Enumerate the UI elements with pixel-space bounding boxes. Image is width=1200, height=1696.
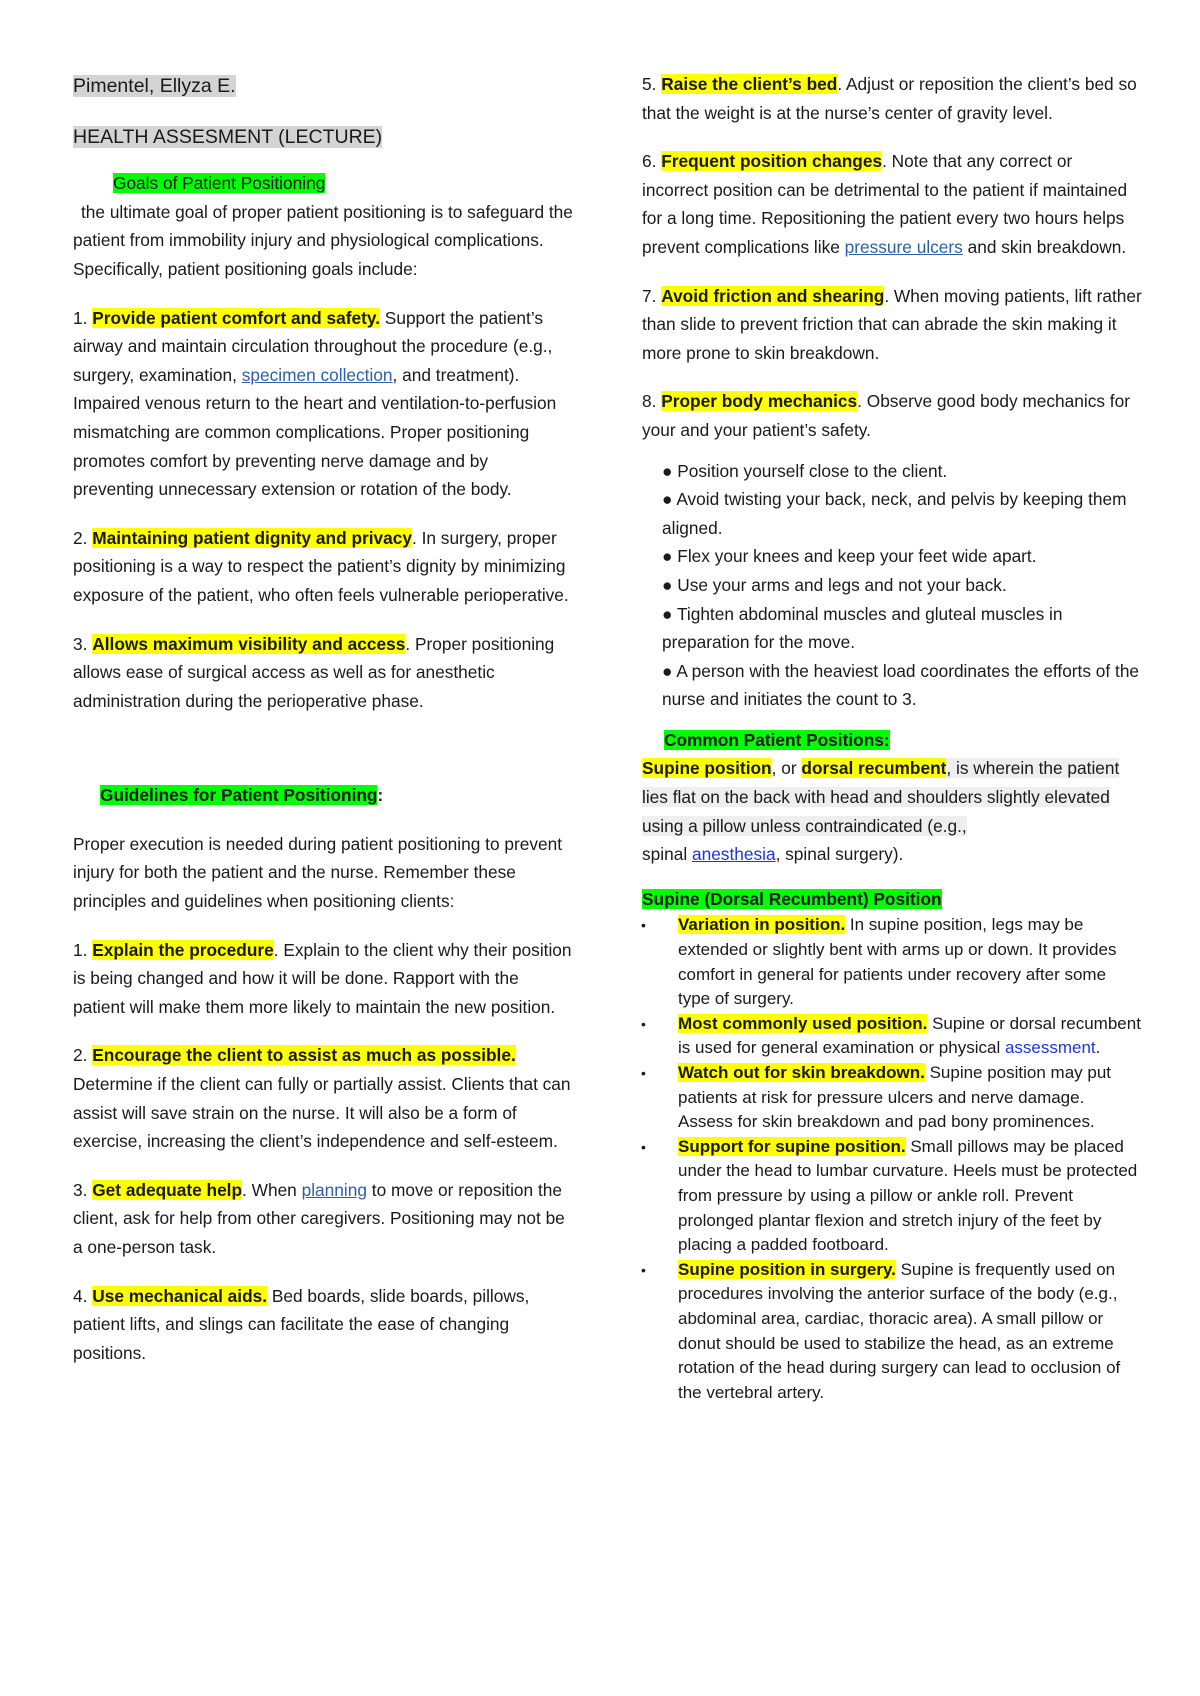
guideline-item-2: 2. Encourage the client to assist as much as possible. Determine if the client can fully or partially assist. Clients that can assist will save strain on the nurse. It will also be a form of exercise, increasing the client’s independence and self-esteem. [73, 1045, 571, 1152]
goal-item-3: 3. Allows maximum visibility and access. Proper positioning allows ease of surgical access as well as for anesthetic administration during the perioperative phase. [73, 633, 555, 711]
guideline-item-5: 5. Raise the client’s bed. Adjust or reposition the client’s bed so that the weight is at the nurse’s center of gravity level. [642, 74, 1137, 123]
guidelines-intro: Proper execution is needed during patient positioning to prevent injury for both the patient and the nurse. Remember these principles and guidelines when positioning clients: [73, 833, 563, 912]
supine-bullet: • Supine position in surgery. Supine is frequently used on procedures involving the anterior surface of the body (e.g., abdominal area, cardiac, thoracic area). A small pillow or donut should be used to stabilize the head, as an extreme rotation of the head during surgery can lead to occlusion of the vertebral artery. [641, 1259, 1121, 1402]
bullet-dot-icon: ● [662, 489, 673, 510]
supine-subheading: Supine (Dorsal Recumbent) Position [642, 888, 942, 909]
mechanics-item: ● Position yourself close to the client. [662, 460, 948, 481]
bullet-dot-icon: ● [662, 660, 673, 681]
specimen-collection-link[interactable]: specimen collection [241, 364, 393, 385]
guideline-item-1: 1. Explain the procedure. Explain to the client why their position is being changed and how it will be done. Rapport with the patient will make them more likely to maintain the new position. [73, 939, 572, 1017]
left-column [73, 0, 573, 1367]
supine-bullet-list [642, 913, 1142, 1405]
goal-item-2: 2. Maintaining patient dignity and privacy. In surgery, proper positioning is a way to respect the patient’s dignity by minimizing exposure of the patient, who often feels vulnerable perioperative. [73, 527, 569, 605]
mechanics-item: ● Avoid twisting your back, neck, and pelvis by keeping them aligned. [662, 489, 1127, 538]
goal-item-1: 1. Provide patient comfort and safety. Support the patient’s airway and maintain circulation throughout the procedure (e.g., surgery, examination, specimen collection, and treatment). Impaired venous return to the heart and ventilation-to-perfusion mismatching are common complications. Proper positioning promotes comfort by preventing nerve damage and by preventing unnecessary extension or rotation of the body. [73, 307, 557, 500]
planning-link[interactable]: planning [301, 1179, 367, 1200]
goals-heading: Goals of Patient Positioning [113, 173, 326, 194]
supine-description-cont: spinal anesthesia, spinal surgery). [642, 844, 904, 865]
bullet-icon: • [641, 917, 646, 934]
supine-bullet: • Watch out for skin breakdown. Supine position may put patients at risk for pressure ulcers and nerve damage. Assess for skin breakdown and pad bony prominences. [641, 1063, 1112, 1132]
anesthesia-link[interactable]: anesthesia [691, 844, 776, 865]
guideline-item-3: 3. Get adequate help. When planning to move or reposition the client, ask for help from other caregivers. Positioning may not be a one-person task. [73, 1179, 565, 1257]
bullet-dot-icon: ● [662, 460, 673, 481]
mechanics-item: ● Flex your knees and keep your feet wide apart. [662, 546, 1037, 567]
bullet-dot-icon: ● [662, 546, 673, 567]
bullet-dot-icon: ● [662, 603, 673, 624]
bullet-icon: • [641, 1138, 646, 1155]
right-column [642, 0, 1142, 1405]
guidelines-heading: Guidelines for Patient Positioning: [100, 785, 384, 806]
guideline-item-6: 6. Frequent position changes. Note that any correct or incorrect position can be detrimental to the patient if maintained for a long time. Repositioning the patient every two hours helps prevent complications like pressure ulcers and skin breakdown. [642, 151, 1128, 257]
pressure-ulcers-link[interactable]: pressure ulcers [844, 236, 963, 257]
bullet-icon: • [641, 1261, 646, 1278]
mechanics-item: ● A person with the heaviest load coordinates the efforts of the nurse and initiates the count to 3. [662, 660, 1140, 710]
supine-description: Supine position, or dorsal recumbent, is wherein the patient lies flat on the back with head and shoulders slightly elevated using a pillow unless contraindicated (e.g., [642, 758, 1120, 836]
mechanics-item: ● Tighten abdominal muscles and gluteal muscles in preparation for the move. [662, 603, 1063, 653]
assessment-link[interactable]: assessment [1004, 1038, 1096, 1058]
guideline-item-4: 4. Use mechanical aids. Bed boards, slide boards, pillows, patient lifts, and slings can facilitate the ease of changing positions. [73, 1285, 530, 1363]
mechanics-item: ● Use your arms and legs and not your back. [662, 574, 1007, 595]
bullet-icon: • [641, 1065, 646, 1081]
supine-bullet: • Support for supine position. Small pillows may be placed under the head to lumbar curvature. Heels must be protected from pressure by using a pillow or ankle roll. Prevent prolonged plantar flexion and stretch injury of the feet by placing a padded footboard. [641, 1136, 1138, 1255]
common-positions-heading: Common Patient Positions: [664, 729, 890, 750]
course-title: HEALTH ASSESMENT (LECTURE) [73, 125, 383, 148]
guideline-item-7: 7. Avoid friction and shearing. When moving patients, lift rather than slide to prevent friction that can abrade the skin making it more prone to skin breakdown. [642, 285, 1142, 363]
supine-bullet: • Variation in position. In supine position, legs may be extended or slightly bent with arms up or down. It provides comfort in general for patients under recovery after some type of surgery. [641, 915, 1117, 1009]
guideline-item-8: 8. Proper body mechanics. Observe good body mechanics for your and your patient’s safety. [642, 391, 1130, 440]
goals-intro: the ultimate goal of proper patient positioning is to safeguard the patient from immobility injury and physiological complications. Specifically, patient positioning goals include: [73, 201, 573, 279]
bullet-icon: • [641, 1015, 646, 1032]
supine-bullet: • Most commonly used position. Supine or dorsal recumbent is used for general examination or physical assessment. [641, 1013, 1141, 1058]
bullet-dot-icon: ● [662, 574, 673, 595]
student-name: Pimentel, Ellyza E. [73, 75, 236, 97]
